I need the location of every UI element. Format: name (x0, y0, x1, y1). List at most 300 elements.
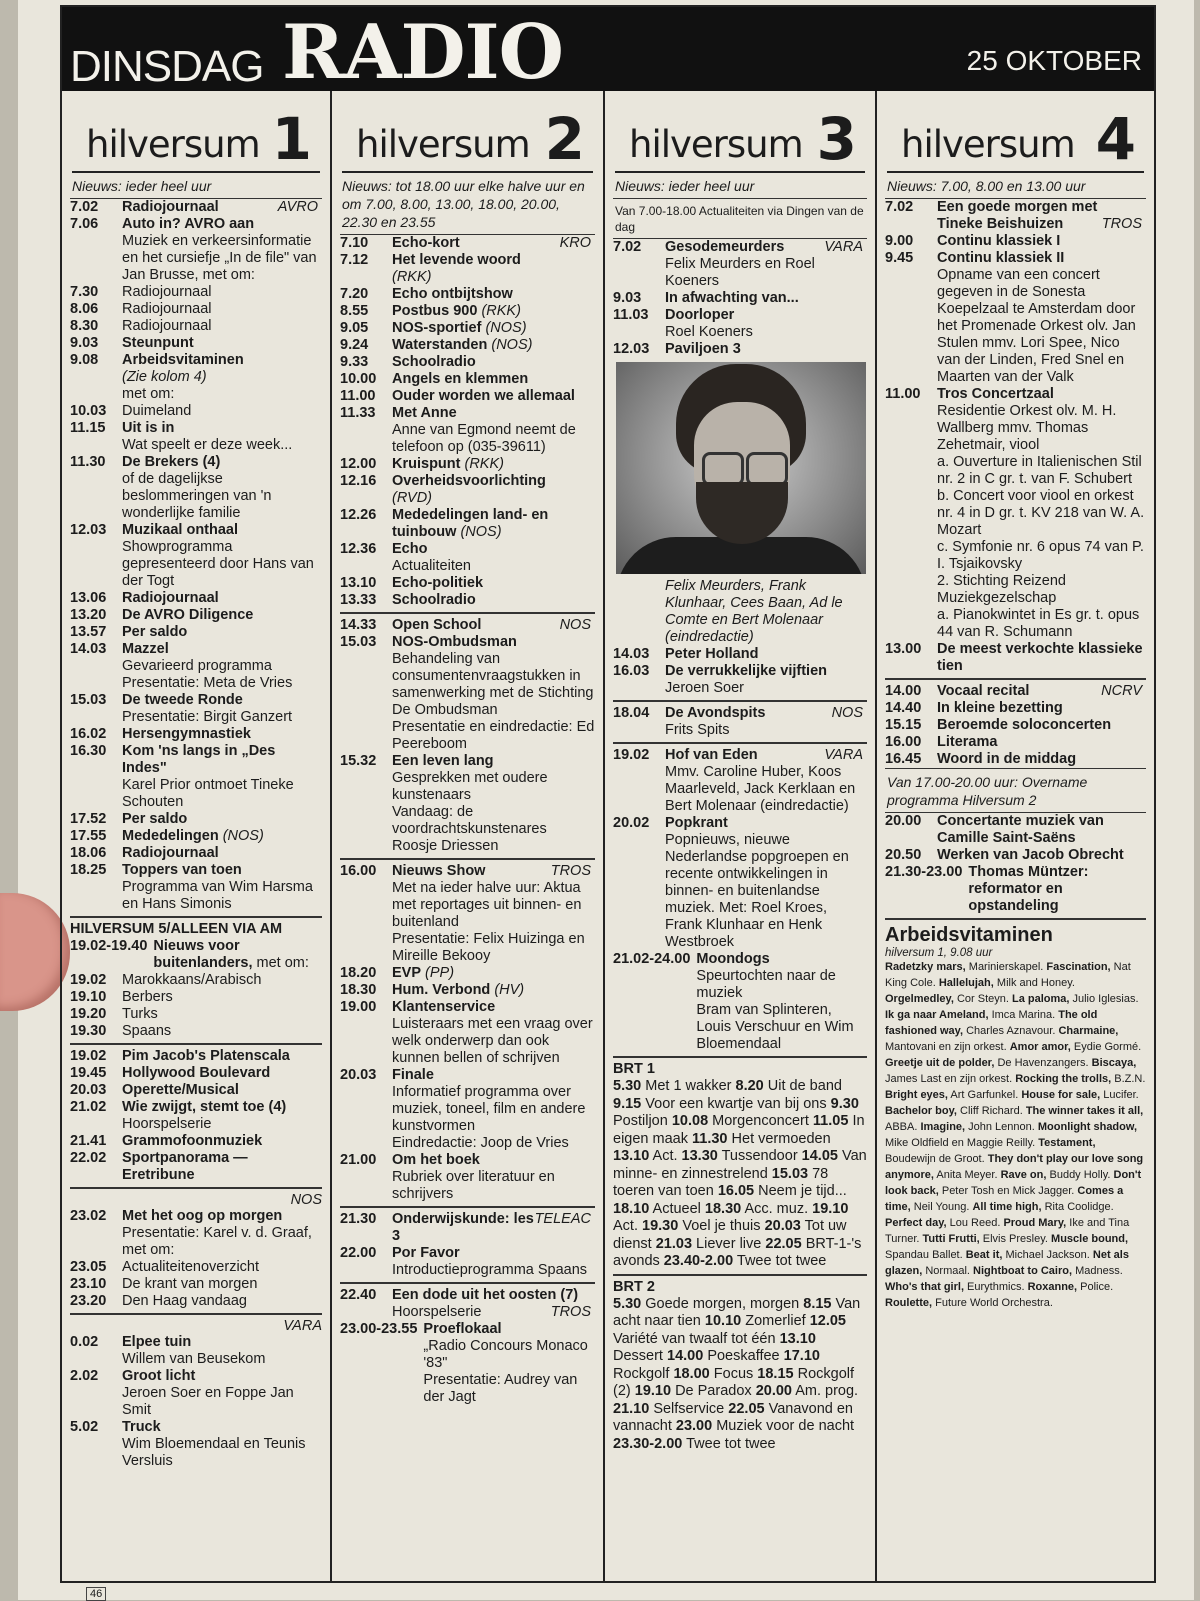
program-row (613, 646, 867, 663)
program-row (70, 1150, 322, 1184)
program-row (70, 420, 322, 454)
program-list (613, 705, 867, 739)
program-row (340, 286, 595, 303)
news-note: Nieuws: tot 18.00 uur elke halve uur en om 7.00, 8.00, 13.00, 18.00, 20.00, 22.30 en 23.55 (340, 173, 595, 235)
program-time: 19.45 (70, 1065, 107, 1081)
page-title: RADIO (282, 8, 563, 96)
program-info: Echo-politiek (392, 575, 484, 591)
program-time: 21.30-23.00 (885, 864, 963, 880)
program-info: Radiojournaal AVRO (122, 199, 318, 215)
station-number: 3 (816, 105, 857, 173)
day-label: DINSDAG (70, 42, 264, 91)
program-row (340, 999, 595, 1067)
program-time: 2.02 (70, 1368, 99, 1384)
program-row (340, 1245, 595, 1279)
program-time: 19.00 (340, 999, 377, 1015)
program-row (340, 405, 595, 456)
program-row (70, 284, 322, 301)
program-info: Grammofoonmuziek (122, 1133, 263, 1149)
program-info: NOS-sportief (NOS) (392, 320, 527, 336)
program-info: Paviljoen 3 (665, 341, 741, 357)
program-time: 14.00 (885, 683, 922, 699)
program-row (70, 318, 322, 335)
brt1-heading: BRT 1 (613, 1061, 655, 1077)
program-info: Continu klassiek I (937, 233, 1061, 249)
program-time: 12.26 (340, 507, 377, 523)
program-time: 20.03 (340, 1067, 377, 1083)
program-time: 8.30 (70, 318, 99, 334)
program-time: 19.30 (70, 1023, 107, 1039)
program-time: 20.50 (885, 847, 922, 863)
program-info: Toppers van toen Programma van Wim Harsma en Hans Simonis (122, 862, 313, 912)
program-info: Uit is in Wat speelt er deze week... (122, 420, 293, 453)
program-list (340, 235, 595, 609)
program-info: Een leven lang Gesprekken met oudere kunstenaars Vandaag: de voordrachtskunstenares Roosje Driessen (392, 753, 548, 854)
program-row (885, 700, 1146, 717)
program-info: Nieuws voor buitenlanders, met om: (153, 938, 309, 971)
program-time: 16.02 (70, 726, 107, 742)
program-info: Popkrant Popnieuws, nieuwe Nederlandse popgroepen en recente ontwikkelingen in binnen- en buitenlandse muziek. Met: Roel Kroes, Frank Klunhaar en Henk Westbroek (665, 815, 849, 950)
program-row (70, 216, 322, 284)
program-row (340, 507, 595, 541)
program-row (613, 290, 867, 307)
program-time: 9.03 (613, 290, 642, 306)
program-time: 23.00-23.55 (340, 1321, 418, 1337)
program-row (70, 403, 322, 420)
divider (613, 700, 867, 702)
program-row (340, 371, 595, 388)
program-time: 10.00 (340, 371, 377, 387)
program-time: 7.10 (340, 235, 369, 251)
program-time: 12.00 (340, 456, 377, 472)
program-row (70, 335, 322, 352)
program-time: 9.45 (885, 250, 914, 266)
program-time: 19.02 (70, 1048, 107, 1064)
program-info: Echo Actualiteiten (392, 541, 471, 574)
brt1-schedule: 5.30 Met 1 wakker 8.20 Uit de band 9.15 Voor een kwartje van bij ons 9.30 Postiljon 10.08 Morgenconcert 11.05 In eigen maak 11.30 Het vermoeden 13.10 Act. 13.30 Tussendoor 14.05 Van minne- en zinnestrelend 15.03 78 toeren van toen 16.05 Neem je tijd... 18.10 Actueel 18.30 Acc. muz. 19.10 Act. 19.30 Voel je thuis 20.03 Tot uw dienst 21.03 Liever live 22.05 BRT-1-'s avonds 23.40-2.00 Twee tot twee (613, 1078, 867, 1269)
program-row (340, 863, 595, 965)
program-list (613, 747, 867, 1053)
program-row (70, 641, 322, 692)
program-time: 18.06 (70, 845, 107, 861)
program-row (613, 239, 867, 290)
program-info: Radiojournaal (122, 590, 219, 606)
program-row (70, 1048, 322, 1065)
program-row (70, 1334, 322, 1368)
program-time: 21.41 (70, 1133, 107, 1149)
program-info: Radiojournaal (122, 845, 219, 861)
program-row (885, 734, 1146, 751)
program-info: Muzikaal onthaal Showprogramma gepresenteerd door Hans van der Togt (122, 522, 314, 589)
program-time: 15.32 (340, 753, 377, 769)
arbeidsvitaminen-subheading: hilversum 1, 9.08 uur (885, 947, 993, 959)
program-time: 7.02 (885, 199, 914, 215)
program-row (340, 965, 595, 982)
program-row (70, 624, 322, 641)
program-info: Angels en klemmen (392, 371, 529, 387)
program-info: Groot licht Jeroen Soer en Foppe Jan Smit (122, 1368, 294, 1418)
program-time: 21.00 (340, 1152, 377, 1168)
program-info: Actualiteitenoverzicht (122, 1259, 260, 1275)
program-info: Radiojournaal (122, 301, 212, 317)
program-time: 16.00 (340, 863, 377, 879)
program-row (70, 454, 322, 522)
program-row (70, 301, 322, 318)
program-row (340, 252, 595, 286)
program-time: 9.24 (340, 337, 369, 353)
divider (70, 916, 322, 918)
program-info: Tros Concertzaal Residentie Orkest olv. M. H. Wallberg mmv. Thomas Zehetmair, viool a. Ouverture in Italienischen Stil nr. 2 in C gr. t. van F. Schubert b. Concert voor viool en orkest nr. 4 in D gr. t. KV 218 van W. A. Mozart c. Symfonie nr. 6 opus 74 van P. I. Tsjaikovsky 2. Stichting Reizend Muziekgezelschap a. Pianokwintet in Es gr. t. opus 44 van R. Schumann (937, 386, 1145, 640)
program-time: 11.00 (340, 388, 376, 404)
program-row (613, 705, 867, 739)
program-row (613, 307, 867, 341)
program-time: 22.40 (340, 1287, 377, 1303)
program-time: 11.30 (70, 454, 106, 470)
program-row (885, 199, 1146, 233)
program-list (613, 646, 867, 697)
program-row (70, 972, 322, 989)
program-time: 7.06 (70, 216, 99, 232)
program-row (885, 641, 1146, 675)
program-row (340, 456, 595, 473)
program-row (70, 1065, 322, 1082)
program-info: De tweede Ronde Presentatie: Birgit Ganzert (122, 692, 293, 725)
program-row (70, 1099, 322, 1133)
program-time: 13.57 (70, 624, 107, 640)
program-row (340, 541, 595, 575)
program-info: Met Anne Anne van Egmond neemt de telefoon op (035-39611) (392, 405, 576, 455)
news-note: Nieuws: ieder heel uur (613, 173, 867, 199)
program-time: 21.02 (70, 1099, 107, 1115)
program-time: 14.03 (613, 646, 650, 662)
program-row (340, 575, 595, 592)
program-info: Wie zwijgt, stemt toe (4) Hoorspelserie (122, 1099, 287, 1132)
program-row (70, 828, 322, 845)
program-time: 22.00 (340, 1245, 377, 1261)
program-info: De meest verkochte klassieke tien (937, 641, 1143, 674)
section-heading: HILVERSUM 5/ALLEEN VIA AM (70, 921, 283, 937)
program-row (70, 845, 322, 862)
program-row (70, 352, 322, 403)
program-info: Hollywood Boulevard (122, 1065, 271, 1081)
divider (885, 678, 1146, 680)
program-info: Mededelingen (NOS) (122, 828, 264, 844)
program-info: Sportpanorama — Eretribune (122, 1150, 248, 1183)
program-info: Proeflokaal „Radio Concours Monaco '83" Presentatie: Audrey van der Jagt (423, 1321, 588, 1405)
news-note: Nieuws: ieder heel uur (70, 173, 322, 199)
program-row (340, 320, 595, 337)
program-time: 14.03 (70, 641, 107, 657)
station-name: hilversum (86, 123, 260, 166)
program-list (885, 199, 1146, 675)
station-title (72, 91, 320, 173)
program-row (340, 1067, 595, 1152)
program-info: Schoolradio (392, 354, 476, 370)
program-time: 7.02 (70, 199, 99, 215)
program-row (70, 862, 322, 913)
program-info: Truck Wim Bloemendaal en Teunis Versluis (122, 1419, 306, 1469)
program-row (70, 743, 322, 811)
program-info: Thomas Müntzer: reformator en opstandeling (968, 864, 1089, 914)
divider (340, 612, 595, 614)
column-hilversum-2 (332, 91, 605, 1581)
program-info: Ouder worden we allemaal (392, 388, 575, 404)
program-time: 17.55 (70, 828, 107, 844)
program-row (70, 692, 322, 726)
news-note: Nieuws: 7.00, 8.00 en 13.00 uur (885, 173, 1146, 199)
station-number: 4 (1095, 105, 1136, 173)
program-row (885, 683, 1146, 700)
program-time: 7.30 (70, 284, 99, 300)
program-row (70, 1082, 322, 1099)
program-row (70, 590, 322, 607)
program-info: Steunpunt (122, 335, 194, 351)
program-info: Werken van Jacob Obrecht (937, 847, 1124, 863)
program-info: Arbeidsvitaminen (Zie kolom 4) met om: (122, 352, 244, 402)
program-row (885, 233, 1146, 250)
station-name: hilversum (901, 123, 1075, 166)
program-time: 9.33 (340, 354, 369, 370)
program-time: 22.02 (70, 1150, 107, 1166)
program-info: Turks (122, 1006, 158, 1022)
program-time: 19.02 (70, 972, 107, 988)
info-note: Van 7.00-18.00 Actualiteiten via Dingen van de dag (613, 199, 867, 239)
program-info: Elpee tuin Willem van Beusekom (122, 1334, 266, 1367)
program-list (340, 863, 595, 1203)
program-time: 18.30 (340, 982, 377, 998)
column-hilversum-1 (62, 91, 332, 1581)
program-info: EVP (PP) (392, 965, 455, 981)
presenter-photo (616, 362, 866, 574)
program-time: 20.02 (613, 815, 650, 831)
program-time: 15.03 (340, 634, 377, 650)
program-row (885, 864, 1146, 915)
divider (70, 1043, 322, 1045)
program-info: Finale Informatief programma over muziek, toneel, film en andere kunstvormen Eindredactie: Joop de Vries (392, 1067, 586, 1151)
program-row (70, 1419, 322, 1470)
program-time: 16.30 (70, 743, 107, 759)
program-info: Klantenservice Luisteraars met een vraag over welk onderwerp dan ook kunnen bellen of schrijven (392, 999, 593, 1066)
program-info: Postbus 900 (RKK) (392, 303, 521, 319)
program-row (340, 982, 595, 999)
program-info: Overheidsvoorlichting (RVD) (392, 473, 546, 506)
station-number: 1 (271, 105, 312, 173)
program-row (885, 386, 1146, 641)
program-row (70, 726, 322, 743)
program-row (340, 753, 595, 855)
program-info: Open School NOS (392, 617, 591, 633)
program-info: Een goede morgen met Tineke Beishuizen TROS (937, 199, 1142, 232)
program-list (340, 1211, 595, 1279)
program-time: 10.03 (70, 403, 107, 419)
program-time: 9.03 (70, 335, 99, 351)
program-row (340, 1211, 595, 1245)
photo-caption: Felix Meurders, Frank Klunhaar, Cees Baan, Ad le Comte en Bert Molenaar (eindredactie) (665, 578, 843, 645)
program-info: Marokkaans/Arabisch (122, 972, 262, 988)
station-title (615, 91, 865, 173)
program-info: Mazzel Gevarieerd programma Presentatie: Meta de Vries (122, 641, 293, 691)
program-row (70, 199, 322, 216)
program-time: 13.33 (340, 592, 377, 608)
program-row (340, 1321, 595, 1406)
program-row (340, 303, 595, 320)
program-info: Spaans (122, 1023, 172, 1039)
program-time: 15.03 (70, 692, 107, 708)
program-info: De AVRO Diligence (122, 607, 254, 623)
program-list (70, 1048, 322, 1184)
program-time: 18.20 (340, 965, 377, 981)
program-time: 19.20 (70, 1006, 107, 1022)
program-info: Beroemde soloconcerten (937, 717, 1112, 733)
station-title (342, 91, 593, 173)
program-time: 11.00 (885, 386, 921, 402)
divider (885, 918, 1146, 920)
program-info: Per saldo (122, 624, 188, 640)
program-list (885, 813, 1146, 915)
program-row (70, 1133, 322, 1150)
program-time: 12.16 (340, 473, 377, 489)
program-row (613, 747, 867, 815)
program-row (885, 813, 1146, 847)
program-time: 16.45 (885, 751, 922, 767)
program-info: Pim Jacob's Platenscala (122, 1048, 290, 1064)
program-time: 5.02 (70, 1419, 99, 1435)
program-time: 18.25 (70, 862, 107, 878)
program-list (70, 938, 322, 1040)
program-row (340, 235, 595, 252)
program-info: Doorloper Roel Koeners (665, 307, 753, 340)
program-info: Het levende woord (RKK) (392, 252, 521, 285)
program-info: Onderwijskunde: TELEAC les 3 (392, 1211, 591, 1244)
page-number: 46 (86, 1587, 106, 1601)
column-hilversum-3 (605, 91, 877, 1581)
brt2-schedule: 5.30 Goede morgen, morgen 8.15 Van acht naar tien 10.10 Zomerlief 12.05 Variété van twaalf tot één 13.10 Dessert 14.00 Poeskaffee 17.10 Rockgolf 18.00 Focus 18.15 Rockgolf (2) 19.10 De Paradox 20.00 Am. prog. 21.10 Selfservice 22.05 Vanavond en vannacht 23.00 Muziek voor de nacht 23.30-2.00 Twee tot twee (613, 1295, 861, 1452)
program-info: NOS-Ombudsman Behandeling van consumentenvraagstukken in samenwerking met de Stichting De Ombudsman Presentatie en eindredactie: Ed Peereboom (392, 634, 595, 752)
program-info: Continu klassiek II Opname van een concert gegeven in de Sonesta Koepelzaal te Amsterdam door het Promenade Orkest olv. Jan Stulen mmv. Lori Spee, Nico van der Linden, Fred Snel en Maarten van der Valk (937, 250, 1136, 385)
program-row (340, 354, 595, 371)
program-time: 23.20 (70, 1293, 107, 1309)
program-time: 11.03 (613, 307, 649, 323)
program-info: Echo ontbijtshow (392, 286, 513, 302)
program-row (70, 1259, 322, 1276)
program-time: 7.20 (340, 286, 369, 302)
program-row (70, 1293, 322, 1310)
divider (613, 742, 867, 744)
program-info: Concertante muziek van Camille Saint-Saëns (937, 813, 1104, 846)
program-info: Hum. Verbond (HV) (392, 982, 525, 998)
program-time: 13.10 (340, 575, 377, 591)
program-info: Duimeland (122, 403, 192, 419)
program-time: 9.05 (340, 320, 369, 336)
program-row (340, 388, 595, 405)
program-info: Een dode uit het oosten (7) TROS Hoorspelserie (392, 1287, 591, 1320)
program-info: Om het boek Rubriek over literatuur en schrijvers (392, 1152, 555, 1202)
program-info: Radiojournaal (122, 284, 212, 300)
program-info: Peter Holland (665, 646, 759, 662)
station-name: hilversum (356, 123, 530, 166)
program-time: 21.02-24.00 (613, 951, 691, 967)
column-hilversum-4 (877, 91, 1154, 1581)
program-row (340, 634, 595, 753)
program-row (885, 250, 1146, 386)
program-time: 23.05 (70, 1259, 107, 1275)
program-time: 23.02 (70, 1208, 107, 1224)
program-info: Radiojournaal (122, 318, 212, 334)
program-info: Berbers (122, 989, 173, 1005)
program-info: Den Haag vandaag (122, 1293, 247, 1309)
program-list (885, 683, 1146, 768)
program-time: 11.33 (340, 405, 376, 421)
program-time: 9.00 (885, 233, 914, 249)
program-row (340, 337, 595, 354)
program-list (613, 239, 867, 358)
program-info: Kom 'ns langs in „Des Indes" Karel Prior ontmoet Tineke Schouten (122, 743, 294, 810)
program-info: De Avondspits NOS Frits Spits (665, 705, 863, 738)
program-row (70, 1006, 322, 1023)
program-time: 14.33 (340, 617, 377, 633)
program-info: De verrukkelijke vijftien Jeroen Soer (665, 663, 827, 696)
arbeidsvitaminen-heading: Arbeidsvitaminen (885, 924, 1053, 946)
program-time: 19.02 (613, 747, 650, 763)
program-info: Met het oog op morgen Presentatie: Karel v. d. Graaf, met om: (122, 1208, 312, 1258)
divider (340, 858, 595, 860)
program-info: Mededelingen land- en tuinbouw (NOS) (392, 507, 549, 540)
program-row (613, 663, 867, 697)
program-row (70, 938, 322, 972)
program-info: Operette/Musical (122, 1082, 239, 1098)
program-time: 7.02 (613, 239, 642, 255)
broadcaster-tag: VARA (283, 1318, 322, 1334)
program-info: De krant van morgen (122, 1276, 258, 1292)
divider (340, 1282, 595, 1284)
program-row (70, 1208, 322, 1259)
program-time: 13.20 (70, 607, 107, 623)
program-time: 17.52 (70, 811, 107, 827)
program-time: 21.30 (340, 1211, 377, 1227)
divider (70, 1313, 322, 1315)
program-info: Hersengymnastiek (122, 726, 251, 742)
program-info: De Brekers (4) of de dagelijkse beslommeringen van 'n wonderlijke familie (122, 454, 272, 521)
program-row (885, 847, 1146, 864)
program-time: 15.15 (885, 717, 922, 733)
divider (70, 1187, 322, 1189)
program-row (340, 1287, 595, 1321)
program-info: Waterstanden (NOS) (392, 337, 533, 353)
program-row (613, 951, 867, 1053)
program-time: 8.06 (70, 301, 99, 317)
program-row (70, 522, 322, 590)
program-row (613, 815, 867, 951)
program-row (70, 989, 322, 1006)
program-info: Schoolradio (392, 592, 476, 608)
program-time: 23.10 (70, 1276, 107, 1292)
program-time: 11.15 (70, 420, 106, 436)
program-info: Gesodemeurders VARA Felix Meurders en Roel Koeners (665, 239, 863, 289)
arbeidsvitaminen-playlist: Radetzky mars, Marinierskapel. Fascination, Nat King Cole. Hallelujah, Milk and Honey. Orgelmedley, Cor Steyn. La paloma, Julio Iglesias. Ik ga naar Ameland, Imca Marina. The old fashioned way, Charles Aznavour. Charmaine, Mantovani en zijn orkest. Amor amor, Eydie Gormé. Greetje uit de polder, De Havenzangers. Biscaya, James Last en zijn orkest. Rocking the trolls, B.Z.N. Bright eyes, Art Garfunkel. House for sale, Lucifer. Bachelor boy, Cliff Richard. The winner takes it all, ABBA. Imagine, John Lennon. Moonlight shadow, Mike Oldfield en Maggie Reilly. Testament, Boudewijn de Groot. They don't play our love song anymore, Anita Meyer. Rave on, Buddy Holly. Don't look back, Peter Tosh en Mick Jagger. Comes a time, Neil Young. All time high, Rita Coolidge. Perfect day, Lou Reed. Proud Mary, Ike and Tina Turner. Tutti Frutti, Elvis Presley. Muscle bound, Spandau Ballet. Beat it, Michael Jackson. Net als glazen, Normaal. Nightboat to Cairo, Madness. Who's that girl, Eurythmics. Roxanne, Police. Roulette, Future World Orchestra. (885, 961, 1146, 1309)
program-list (70, 1208, 322, 1310)
program-time: 20.03 (70, 1082, 107, 1098)
station-number: 2 (544, 105, 585, 173)
program-row (70, 1023, 322, 1040)
program-info: Auto in? AVRO aan Muziek en verkeersinformatie en het cursiefje „In de file" van Jan Brusse, met om: (122, 216, 317, 283)
program-time: 9.08 (70, 352, 99, 368)
program-row (70, 1276, 322, 1293)
program-row (885, 751, 1146, 768)
program-time: 20.00 (885, 813, 922, 829)
program-list (340, 1287, 595, 1406)
program-time: 16.03 (613, 663, 650, 679)
program-row (70, 811, 322, 828)
